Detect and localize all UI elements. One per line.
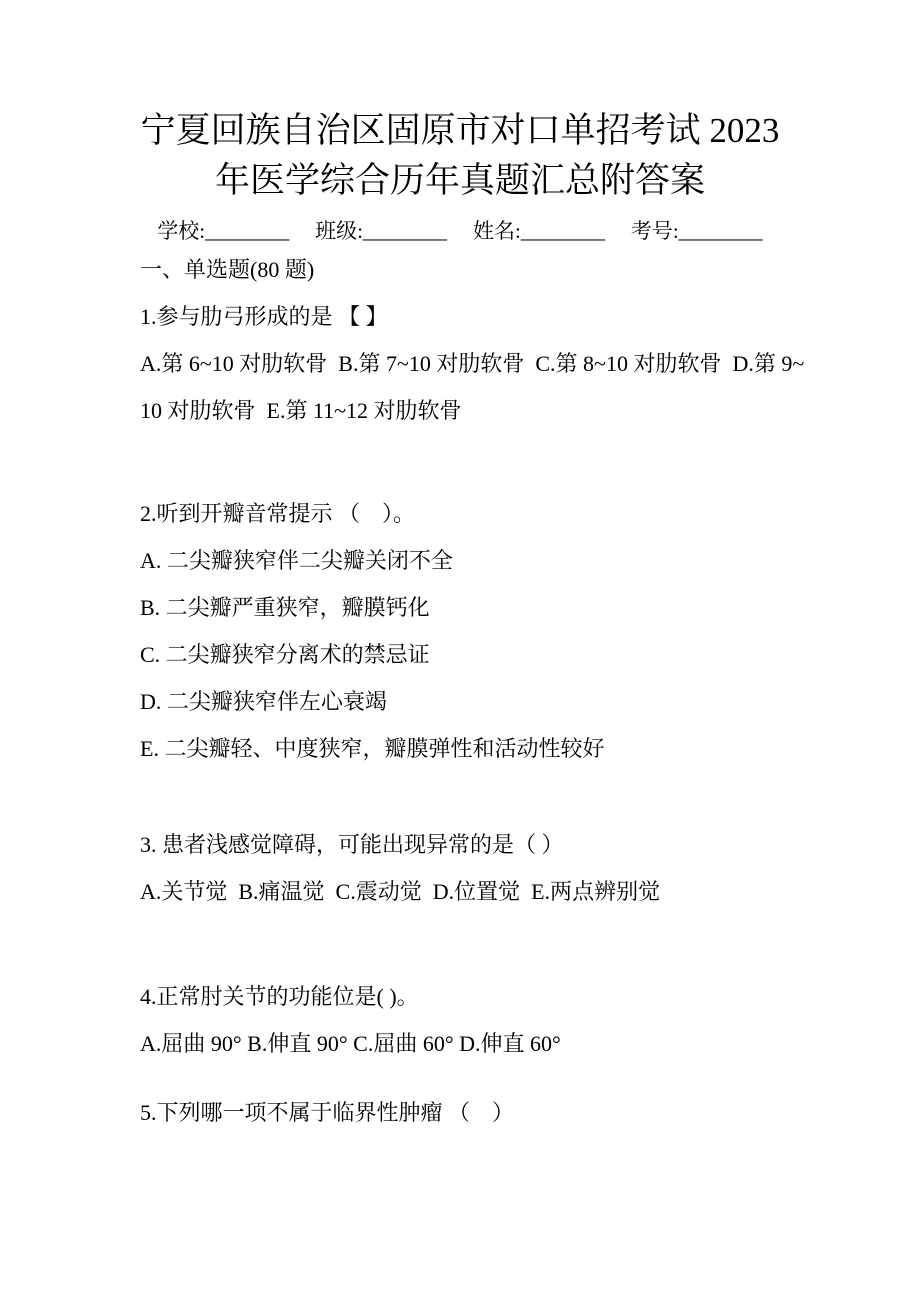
question-3-stem: 3. 患者浅感觉障碍，可能出现异常的是（ ） [140,832,564,857]
question-2 [140,490,825,772]
question-2-stem: 2.听到开瓣音常提示 （ ）。 [140,501,416,526]
question-2-option-e: E. 二尖瓣轻、中度狭窄，瓣膜弹性和活动性较好 [140,736,605,761]
document-title [0,0,920,206]
question-4-options-line-1: A.屈曲 90° B.伸直 90° C.屈曲 60° D.伸直 60° [140,1031,561,1056]
question-5 [140,1089,825,1136]
question-2-option-c: C. 二尖瓣狭窄分离术的禁忌证 [140,642,430,667]
title-line-1: 宁夏回族自治区固原市对口单招考试 2023 [140,111,780,150]
exam-number-field: 考号:________ [630,219,763,243]
title-line-2: 年医学综合历年真题汇总附答案 [214,161,705,200]
question-1-options-line-2: 10 对肋软骨 E.第 11~12 对肋软骨 [140,398,462,423]
question-4 [140,973,825,1067]
student-info-line [0,216,920,246]
section-heading: 一、单选题(80 题) [140,257,315,282]
name-field: 姓名:________ [473,219,605,243]
question-5-stem: 5.下列哪一项不属于临界性肿瘤 （ ） [140,1100,515,1125]
question-2-option-d: D. 二尖瓣狭窄伴左心衰竭 [140,689,387,714]
class-field: 班级:________ [315,219,447,243]
question-3-options-line-1: A.关节觉 B.痛温觉 C.震动觉 D.位置觉 E.两点辨别觉 [140,879,661,904]
document-body [140,246,825,1136]
question-2-option-b: B. 二尖瓣严重狭窄，瓣膜钙化 [140,595,430,620]
school-field: 学校:________ [157,219,290,243]
question-1-stem: 1.参与肋弓形成的是 【 】 [140,304,388,329]
question-1 [140,293,825,434]
question-4-stem: 4.正常肘关节的功能位是( )。 [140,984,419,1009]
question-1-options-line-1: A.第 6~10 对肋软骨 B.第 7~10 对肋软骨 C.第 8~10 对肋软骨 D.第 9~ [140,351,805,376]
question-3 [140,821,825,915]
question-2-option-a: A. 二尖瓣狭窄伴二尖瓣关闭不全 [140,548,453,573]
